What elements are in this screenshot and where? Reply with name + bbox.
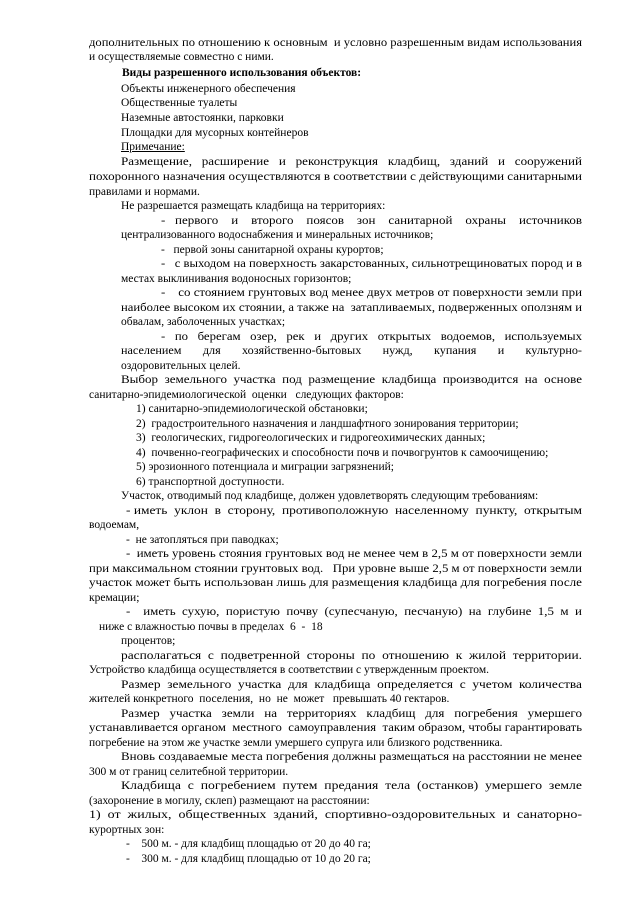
text-line: наиболее высоком их стоянии, а также на затапливаемых, подверженных оползням и — [121, 302, 583, 314]
text-line: централизованного водоснабжения и минеральных источников; — [121, 229, 434, 241]
list-item: - 500 м. - для кладбищ площадью от 20 до 40 га; — [126, 838, 371, 850]
list-item: 2) градостроительного назначения и ландшафтного зонирования территории; — [136, 418, 519, 430]
text-line: Устройство кладбища осуществляется в соответствии с утвержденным проектом. — [89, 664, 489, 676]
text-line: - первой зоны санитарной охраны курортов; — [161, 244, 384, 256]
text-line: Не разрешается размещать кладбища на территориях: — [121, 200, 386, 212]
list-item: 6) транспортной доступности. — [136, 476, 285, 488]
list-item: Площадки для мусорных контейнеров — [121, 127, 309, 139]
text-line: и осуществляемые совместно с ними. — [89, 51, 274, 63]
list-item: Объекты инженерного обеспечения — [121, 83, 296, 95]
text-line: кремации; — [89, 592, 140, 604]
text-line: похоронного назначения осуществляются в соответствии с действующими санитарными — [89, 171, 582, 183]
text-line: населением для хозяйственно-бытовых нужд, купания и культурно- — [121, 345, 582, 357]
text-line: - иметь сухую, пористую почву (супесчаную, песчаную) на глубине 1,5 м и — [126, 606, 582, 618]
text-line: - первого и второго поясов зон санитарной охраны источников — [161, 215, 583, 227]
text-line: Участок, отводимый под кладбище, должен удовлетворять следующим требованиям: — [121, 490, 539, 502]
text-line: местах выклинивания водоносных горизонтов; — [121, 273, 352, 285]
text-line: погребение на этом же участке земли умершего супруга или близкого родственника. — [89, 737, 503, 749]
text-line: водоемам, — [89, 519, 140, 531]
text-line: правилами и нормами. — [89, 186, 200, 198]
list-item: Общественные туалеты — [121, 97, 238, 109]
list-item: - 300 м. - для кладбищ площадью от 10 до 20 га; — [126, 853, 371, 865]
text-line: Размещение, расширение и реконструкция кладбищ, зданий и сооружений — [121, 156, 582, 168]
text-line: 300 м от границ селитебной территории. — [89, 766, 289, 778]
list-item: 3) геологических, гидрогеологических и гидрогеохимических данных; — [136, 432, 486, 444]
text-line: дополнительных по отношению к основным и условно разрешенным видам использования — [89, 37, 583, 49]
text-line: Размер земельного участка для кладбища определяется с учетом количества — [121, 679, 583, 691]
text-line: оздоровительных целей. — [121, 360, 241, 372]
note-heading: Примечание: — [121, 141, 185, 153]
text-line: располагаться с подветренной стороны по отношению к жилой территории. — [121, 650, 583, 662]
text-line: курортных зон: — [89, 824, 165, 836]
text-line: Кладбища с погребением путем предания тела (останков) умершего земле — [121, 780, 582, 792]
list-item: 4) почвенно-географических и способности почв и почвогрунтов к самоочищению; — [136, 447, 549, 459]
text-line: Вновь создаваемые места погребения должны размещаться на расстоянии не менее — [121, 751, 583, 763]
text-line: процентов; — [121, 635, 176, 647]
text-line: - по берегам озер, рек и других открытых водоемов, используемых — [161, 331, 583, 343]
list-item: 1) санитарно-эпидемиологической обстановки; — [136, 403, 368, 415]
text-line: при максимальном стоянии грунтовых вод. При уровне выше 2,5 м от поверхности земли — [89, 563, 582, 575]
text-line: Размер участка земли на территориях кладбищ для погребения умершего — [121, 708, 583, 720]
text-line: - не затопляться при паводках; — [126, 534, 279, 546]
text-line: - иметь уклон в сторону, противоположную населенному пункту, открытым — [126, 505, 583, 517]
text-line: (захоронение в могилу, склеп) размещают на расстоянии: — [89, 795, 370, 807]
text-line: устанавливается органом местного самоуправления таким образом, чтобы гарантировать — [89, 722, 583, 734]
text-line: жителей конкретного поселения, но не может превышать 40 гектаров. — [89, 693, 450, 705]
text-line: обвалам, заболоченных участках; — [121, 316, 286, 328]
list-item: Наземные автостоянки, парковки — [121, 112, 284, 124]
text-line: участок может быть использован лишь для размещения кладбища для погребения после — [89, 577, 582, 589]
text-line: 1) от жилых, общественных зданий, спортивно-оздоровительных и санаторно- — [89, 809, 582, 821]
text-line: Выбор земельного участка под размещение кладбища производится на основе — [121, 374, 583, 386]
text-line: - иметь уровень стояния грунтовых вод не менее чем в 2,5 м от поверхности земли — [126, 548, 583, 560]
text-line: - с выходом на поверхность закарстованных, сильнотрещиноватых пород и в — [161, 258, 582, 270]
text-line: ниже с влажностью почвы в пределах 6 - 18 — [99, 621, 323, 633]
text-line: - со стоянием грунтовых вод менее двух метров от поверхности земли при — [161, 287, 582, 299]
text-line: санитарно-эпидемиологической оценки следующих факторов: — [89, 389, 404, 401]
section-heading: Виды разрешенного использования объектов: — [122, 67, 362, 79]
list-item: 5) эрозионного потенциала и миграции загрязнений; — [136, 461, 394, 473]
